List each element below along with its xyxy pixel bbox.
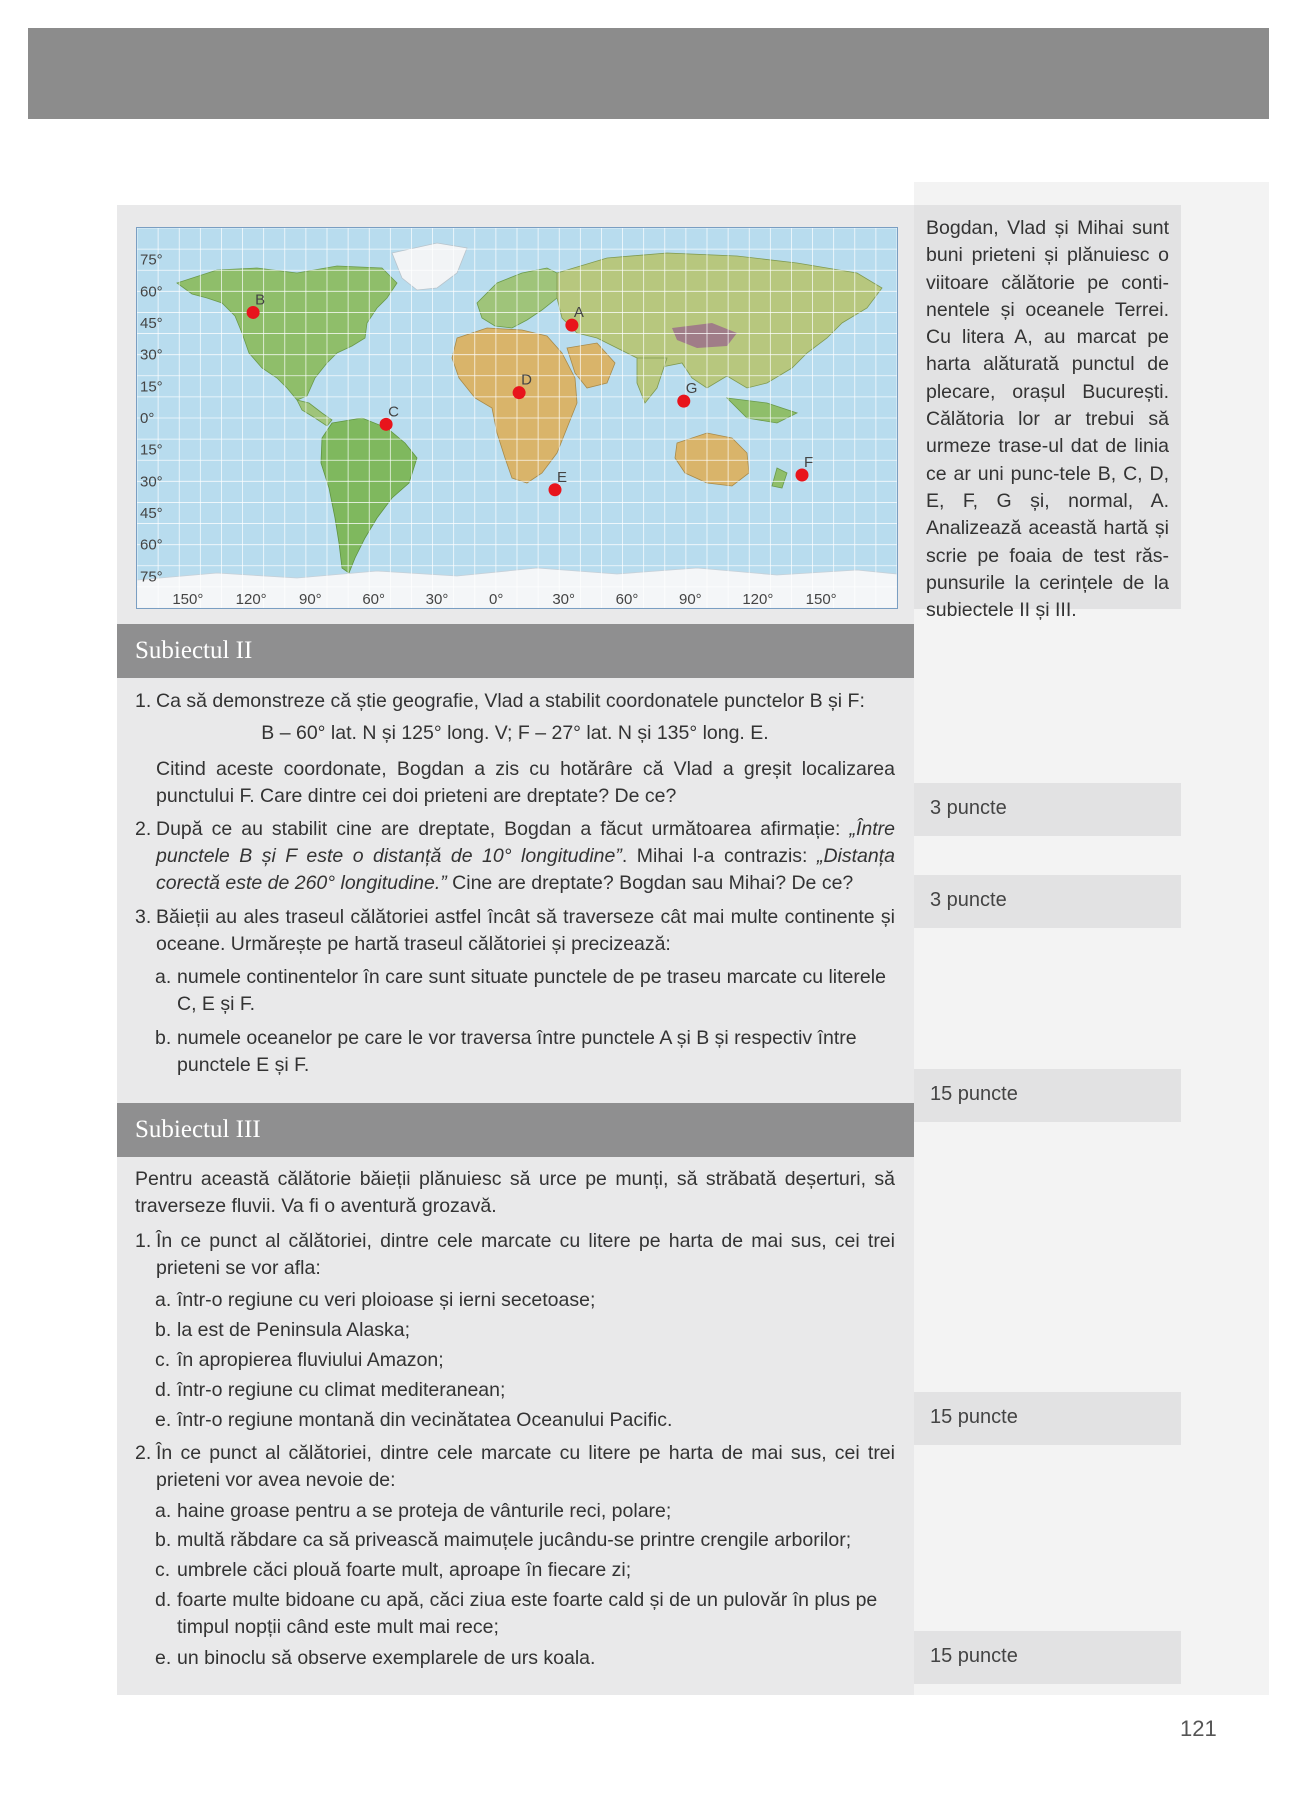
item-text: într-o regiune cu climat mediteranean;: [177, 1379, 506, 1401]
longitude-label: 120°: [235, 591, 267, 608]
route-point-label: G: [685, 380, 698, 398]
item-text: într-o regiune cu veri ploioase și ierni secetoase;: [177, 1289, 596, 1311]
question-number: 1.: [135, 1230, 152, 1252]
scenario-box: [914, 205, 1181, 622]
item-text: numele oceanelor pe care le vor traversa între punctele A și B și respectiv între punctele E și F.: [177, 1027, 857, 1076]
item-letter: a.: [155, 1289, 172, 1311]
question-text: În ce punct al călătoriei, dintre cele marcate cu litere pe harta de mai sus, cei trei prieteni vor avea nevoie de:: [156, 1442, 895, 1491]
points-text: 15 puncte: [930, 1083, 1018, 1105]
header-bar: [28, 28, 1269, 119]
latitude-labels: [140, 252, 163, 586]
longitude-label: 60°: [362, 591, 386, 608]
latitude-label: 60°: [140, 536, 163, 554]
longitude-label: 0°: [489, 591, 504, 608]
route-point-label: C: [388, 403, 399, 421]
longitude-label: 150°: [172, 591, 204, 608]
points-text: 3 puncte: [930, 797, 1007, 819]
question-3-2-d: [155, 1587, 895, 1641]
question-3-2-a: [155, 1498, 895, 1525]
points-text: 15 puncte: [930, 1645, 1018, 1667]
item-text: foarte multe bidoane cu apă, căci ziua este foarte cald și de un pulovăr în plus pe timpul nopții când este mult mai rece;: [177, 1589, 878, 1638]
world-map: [136, 227, 898, 609]
question-3-1-a: [155, 1287, 895, 1314]
route-point-label: D: [521, 371, 532, 389]
section-title: Subiectul III: [135, 1116, 261, 1143]
item-text: într-o regiune montană din vecinătatea Oceanului Pacific.: [177, 1409, 673, 1431]
route-point-label: F: [804, 454, 814, 471]
quote-mihai: „Distanța corectă este de 260° longitudine.”: [156, 845, 895, 894]
section-header-subiect-3: [117, 1103, 914, 1157]
india-land: [637, 358, 667, 403]
longitude-label: 30°: [552, 591, 576, 608]
points-badge: [914, 1631, 1181, 1684]
southeast-asia-islands: [727, 398, 797, 423]
item-letter: a.: [155, 966, 172, 988]
points-text: 15 puncte: [930, 1406, 1018, 1428]
item-letter: d.: [155, 1589, 172, 1611]
question-2-1-continued: [135, 756, 895, 810]
longitude-label: 90°: [299, 591, 322, 608]
question-text-part: Cine are dreptate? Bogdan sau Mihai? De ce?: [446, 872, 854, 894]
scenario-text: Bogdan, Vlad și Mihai sunt buni prieteni și plănuiesc o viitoare călătorie pe conti-nentele și oceanele Terrei. Cu litera A, au marcat pe harta alăturată punctul de plecare, orașul București. Călătoria lor ar trebui să urmeze trase-ul dat de linia ce ar uni punc-tele B, C, D, E, F, G și, normal, A. Analizează această hartă și scrie pe foaia de test răs-punsurile la cerințele de la subiectele II și III.: [926, 217, 1169, 622]
question-3-1: [135, 1228, 895, 1282]
africa-land: [452, 328, 577, 483]
question-number: 3.: [135, 906, 152, 928]
subiect-3-intro: Pentru această călătorie băieții plănuiesc să urce pe munți, să străbată deșerturi, să traverseze fluvii. Va fi o aventură grozavă.: [135, 1168, 895, 1217]
longitude-label: 150°: [805, 591, 837, 608]
item-letter: e.: [155, 1409, 172, 1431]
question-3-1-b: [155, 1317, 895, 1344]
points-badge: [914, 1392, 1181, 1445]
points-badge: [914, 875, 1181, 928]
question-3-2: [135, 1440, 895, 1494]
item-text: haine groase pentru a se proteja de vânturile reci, polare;: [177, 1500, 672, 1522]
section-title: Subiectul II: [135, 637, 253, 664]
question-text: În ce punct al călătoriei, dintre cele marcate cu litere pe harta de mai sus, cei trei prieteni se vor afla:: [156, 1230, 895, 1279]
item-letter: b.: [155, 1319, 172, 1341]
latitude-label: 75°: [140, 568, 163, 586]
question-3-1-d: [155, 1377, 895, 1404]
coordinates-line: B – 60° lat. N și 125° long. V; F – 27° lat. N și 135° long. E.: [261, 722, 769, 744]
route-point-label: B: [255, 291, 266, 309]
item-letter: c.: [155, 1559, 171, 1581]
question-text-part: . Mihai l-a contrazis:: [621, 845, 817, 867]
item-letter: c.: [155, 1349, 171, 1371]
item-text: un binoclu să observe exemplarele de urs koala.: [177, 1647, 596, 1669]
item-text: multă răbdare ca să privească maimuțele jucându-se printre crengile arborilor;: [177, 1529, 852, 1551]
question-2-3-b: [155, 1025, 895, 1079]
longitude-label: 60°: [615, 591, 639, 608]
route-point-label: A: [573, 304, 584, 322]
item-letter: b.: [155, 1529, 172, 1551]
question-text: Băieții au ales traseul călătoriei astfel încât să traverseze cât mai multe continente și oceane. Urmărește pe hartă traseul călătoriei și precizează:: [156, 906, 895, 955]
latitude-label: 45°: [140, 505, 163, 522]
longitude-label: 30°: [425, 591, 449, 608]
question-3-1-e: [155, 1407, 895, 1434]
new-zealand-land: [772, 468, 787, 488]
world-map-svg: [137, 228, 897, 608]
longitude-label: 90°: [679, 591, 702, 608]
item-letter: d.: [155, 1379, 172, 1401]
item-letter: a.: [155, 1500, 172, 1522]
question-2-2: [135, 816, 895, 897]
latitude-label: 15°: [140, 441, 163, 459]
item-letter: e.: [155, 1647, 172, 1669]
quote-bogdan: „Între punctele B și F este o distanță de 10° longitudine”: [156, 818, 895, 867]
question-2-1: [135, 688, 895, 715]
question-number: 2.: [135, 1442, 152, 1464]
greenland-land: [392, 243, 467, 290]
latitude-label: 15°: [140, 378, 163, 396]
question-number: 1.: [135, 690, 152, 712]
question-text-part: După ce au stabilit cine are dreptate, Bogdan a făcut următoarea afirmație:: [156, 818, 850, 840]
latitude-label: 75°: [140, 251, 163, 269]
item-text: la est de Peninsula Alaska;: [177, 1319, 411, 1341]
latitude-label: 60°: [140, 283, 163, 301]
question-text: [156, 816, 895, 897]
question-2-3: [135, 904, 895, 958]
page-number: 121: [1180, 1716, 1217, 1741]
question-3-1-c: [155, 1347, 895, 1374]
points-text: 3 puncte: [930, 889, 1007, 911]
north-america-land: [177, 266, 397, 400]
item-text: numele continentelor în care sunt situate punctele de pe traseu marcate cu literele C, E și F.: [177, 966, 886, 1015]
longitude-label: 120°: [742, 591, 774, 608]
question-3-2-c: [155, 1557, 895, 1584]
question-3-2-e: [155, 1645, 895, 1672]
question-text: Citind aceste coordonate, Bogdan a zis cu hotărâre că Vlad a greșit localizarea punctului F. Care dintre cei doi prieteni are dreptate? De ce?: [156, 758, 895, 807]
points-badge: [914, 783, 1181, 836]
section-header-subiect-2: [117, 624, 914, 678]
latitude-label: 30°: [140, 346, 163, 364]
latitude-label: 0°: [140, 410, 155, 427]
route-point-label: E: [557, 468, 568, 486]
question-3-2-b: [155, 1527, 895, 1554]
item-text: umbrele căci plouă foarte mult, aproape în fiecare zi;: [177, 1559, 632, 1581]
question-number: 2.: [135, 818, 152, 840]
item-text: în apropierea fluviului Amazon;: [177, 1349, 444, 1371]
question-text: Ca să demonstreze că știe geografie, Vlad a stabilit coordonatele punctelor B și F:: [156, 690, 865, 712]
latitude-label: 30°: [140, 473, 163, 491]
item-letter: b.: [155, 1027, 172, 1049]
latitude-label: 45°: [140, 315, 163, 332]
question-2-3-a: [155, 964, 895, 1018]
europe-land: [477, 268, 567, 328]
points-badge: [914, 1069, 1181, 1122]
